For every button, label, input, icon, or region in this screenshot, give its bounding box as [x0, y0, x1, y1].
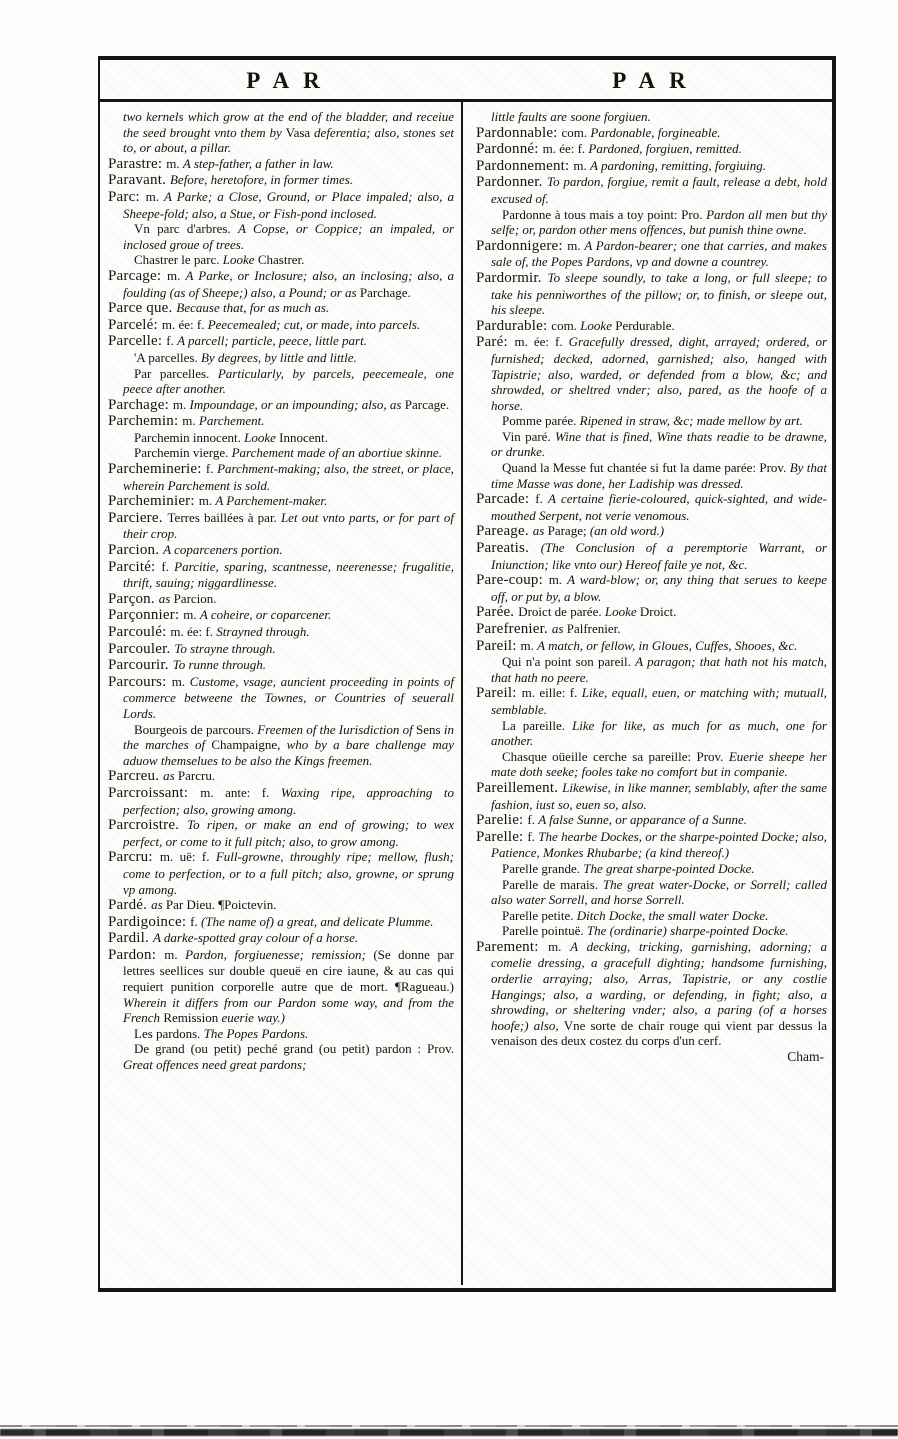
text-segment: deferentia; also, stones set to, or about, a pillar. — [123, 124, 454, 156]
dictionary-entry — [108, 413, 454, 430]
text-segment: Wherein it differs from our Pardon some way, and from the French — [123, 994, 454, 1026]
text-segment: Vn parc d'arbres. — [134, 221, 238, 237]
text-segment: as — [551, 621, 567, 636]
text-segment: m. — [198, 493, 216, 509]
text-segment: A decking, tricking, garnishing, adorning; a comelie dressing, a gracefull dighting; handsome furnishing, orderlie arraying; also, Arras, Tapistrie, or any costlie Hangings; also, a warding, or defending, in fight; also, a shrowding, or sheltering vnder; also, a paring (of a horses hoofe;) also, — [491, 938, 827, 1033]
text-segment: A ward-blow; or, any thing that serues to keepe off, or put by, a blow. — [491, 572, 827, 604]
text-segment: Qui n'a point son pareil. — [502, 654, 636, 670]
headword: Pare-coup: — [476, 572, 549, 589]
text-segment: as — [532, 523, 548, 539]
headword: Parcroissant: — [108, 784, 201, 801]
text-segment: Pardoned, forgiuen, remitted. — [588, 141, 742, 157]
headword: Pardil. — [108, 930, 153, 947]
dictionary-entry — [108, 300, 454, 317]
dictionary-subentry — [108, 252, 454, 268]
text-segment: The great water-Docke, or Sorrell; called also water Sorrell, and horse Sorrell. — [491, 876, 827, 908]
text-segment: Parchement made of an abortiue skinne. — [231, 445, 442, 461]
text-segment: m. ée: f. — [514, 334, 569, 350]
text-segment: Palfrenier. — [566, 621, 621, 636]
catchword — [476, 1049, 827, 1065]
dictionary-entry — [108, 674, 454, 722]
headword: Pardurable: — [476, 317, 552, 334]
text-segment: Ditch Docke, the small water Docke. — [576, 907, 769, 923]
text-segment: Pardon all men but thy selfe; or, pardon other mens offences, but punish thine owne. — [491, 206, 827, 238]
headword: Pardonnement: — [476, 157, 574, 174]
text-segment: m. ée: f. — [161, 316, 208, 332]
dictionary-subentry — [476, 207, 827, 238]
headword: Parelie: — [476, 812, 528, 829]
scan-edge-artifact — [0, 1425, 898, 1439]
text-segment: m. — [548, 572, 568, 588]
running-head — [100, 60, 832, 102]
text-segment: Full-growne, throughly ripe; mellow, flush; come to perfection, or to a full pitch; also, growne, or sprung vp among. — [123, 849, 455, 897]
headword: Parcreu. — [108, 768, 164, 785]
headword: Parcours: — [108, 673, 172, 690]
text-segment: A Parke; a Close, Ground, or Place impaled; also, a Sheepe-fold; also, a Stue, or Fish-pond inclosed. — [123, 188, 454, 221]
headword: Pardormir. — [476, 269, 548, 286]
text-segment: m. — [548, 938, 571, 954]
text-segment: f. — [205, 461, 218, 477]
headword: Parcoulé: — [108, 624, 171, 640]
dictionary-entry — [476, 685, 827, 717]
headword: Pareatis. — [476, 540, 541, 557]
dictionary-entry — [476, 780, 827, 812]
text-segment: A Pardon-bearer; one that carries, and makes sale of, the Popes Pardons, vp and downe a countrey. — [491, 237, 827, 270]
text-segment: A Parke, or Inclosure; also, an inclosing; also, a foulding (as of Sheepe;) also, a Pound; or as — [123, 267, 454, 300]
text-segment: Champaigne — [211, 737, 278, 753]
dictionary-entry — [476, 572, 827, 604]
text-segment: Freemen of the Iurisdiction of — [257, 721, 417, 737]
text-segment: Looke — [222, 252, 258, 268]
text-segment: Quand la Messe fut chantée si fut la dame parée: Prov. — [502, 460, 790, 476]
text-segment: f. — [190, 913, 202, 929]
dictionary-subentry — [108, 430, 454, 446]
text-segment: Perdurable. — [615, 317, 675, 333]
dictionary-entry — [108, 897, 454, 914]
dictionary-entry — [108, 333, 454, 350]
text-segment: Particularly, by parcels, peecemeale, one peece after another. — [123, 365, 454, 397]
text-segment: f. — [161, 558, 175, 574]
headword: Parcouler. — [108, 640, 175, 657]
text-segment: f. — [527, 828, 539, 844]
dictionary-subentry — [476, 877, 827, 908]
text-segment: Looke — [580, 317, 616, 333]
text-segment: Parchemin innocent. — [134, 429, 245, 445]
text-segment: Pardon, forgiuenesse; remission; — [185, 946, 374, 962]
text-segment: Remission — [163, 1010, 222, 1026]
headword: Parcru: — [108, 849, 160, 866]
text-segment: Parcage. — [404, 396, 450, 412]
headword: Parcourir. — [108, 657, 173, 674]
headword: Pardé. — [108, 897, 152, 914]
dictionary-subentry — [476, 861, 827, 877]
text-segment: A false Sunne, or apparance of a Sunne. — [538, 812, 748, 828]
dictionary-entry — [108, 591, 454, 608]
dictionary-entry — [108, 849, 454, 897]
text-segment: The Popes Pardons. — [203, 1025, 309, 1041]
text-segment: The hearbe Dockes, or the sharpe-pointed Docke; also, Patience, Monkes Rhubarbe; (a kind thereof.) — [491, 828, 827, 861]
text-segment: m. — [182, 413, 199, 429]
text-segment: as — [163, 768, 178, 784]
headword: Parcheminier: — [108, 493, 199, 510]
text-segment: The (ordinarie) sharpe-pointed Docke. — [586, 923, 789, 939]
text-segment: Impoundage, or an impounding; also, as — [189, 396, 405, 412]
text-segment: A certaine fierie-coloured, quick-sighted, and wide-mouthed Serpent, not verie venomous. — [491, 491, 827, 523]
text-segment: (an old word.) — [589, 523, 665, 539]
dictionary-entry — [476, 638, 827, 655]
headword: Pardonné: — [476, 141, 543, 158]
headword: Parefrenier. — [476, 621, 552, 637]
headword: Parc: — [108, 188, 146, 205]
text-segment: Ripened in straw, &c; made mellow by art. — [579, 413, 803, 429]
dictionary-entry — [108, 947, 454, 1026]
text-segment: Waxing ripe, approaching to perfection; also, growing among. — [123, 784, 454, 817]
text-segment: m. — [171, 673, 190, 689]
text-segment: Par parcelles. — [134, 365, 218, 381]
dictionary-entry — [476, 604, 827, 621]
dictionary-subentry — [476, 413, 827, 429]
text-segment: in the marches of — [123, 721, 454, 753]
text-segment: m. — [145, 188, 165, 204]
text-segment: Droict. — [639, 604, 677, 620]
dictionary-entry — [108, 607, 454, 624]
headword: Paré: — [476, 334, 515, 351]
text-segment: Pardonable, forgineable. — [590, 124, 721, 140]
dictionary-entry — [476, 318, 827, 335]
text-segment: Sens — [416, 721, 441, 737]
text-segment: Strayned through. — [216, 624, 310, 639]
headword: Parcade: — [476, 491, 536, 508]
text-segment: Like for like, as much for as much, one for another. — [491, 717, 827, 749]
text-segment: A paragon; that hath not his match, that hath no peere. — [491, 654, 827, 685]
text-segment: A match, or fellow, in Gloues, Cuffes, Shooes, &c. — [537, 637, 798, 653]
dictionary-entry — [108, 624, 454, 641]
dictionary-subentry — [108, 445, 454, 461]
text-segment: com. — [551, 317, 581, 333]
text-segment: Great offences need great pardons; — [123, 1057, 307, 1073]
text-segment: Euerie sheepe her mate doth seeke; fooles take no comfort but in companie. — [491, 748, 827, 780]
text-segment: f. — [166, 333, 178, 349]
headword: Parcion. — [108, 542, 164, 559]
text-segment: two kernels which grow at the end of the bladder, and receiue the seed brought vnto them by — [123, 109, 454, 140]
text-segment: A Parchement-maker. — [215, 493, 328, 509]
text-segment: To ripen, or make an end of growing; to wex perfect, or come to it full pitch; also, to grow among. — [123, 817, 455, 849]
text-segment: Chastrer le parc. — [134, 252, 223, 268]
text-segment: Like, equall, euen, or matching with; mutuall, semblable. — [491, 685, 827, 717]
headword: Parement: — [476, 938, 549, 955]
text-segment: Custome, vsage, auncient proceeding in points of commerce betweene the Townes, or Countries of seuerall Lords. — [123, 673, 454, 721]
dictionary-subentry — [108, 722, 454, 769]
text-segment: A parcell; particle, peece, little part. — [177, 333, 367, 349]
text-segment: m. — [172, 396, 190, 412]
dictionary-subentry — [476, 908, 827, 924]
text-segment: Innocent. — [279, 429, 328, 445]
text-segment: m. ante: f. — [200, 784, 281, 800]
text-segment: m. — [520, 637, 538, 653]
text-segment: euerie way.) — [221, 1010, 286, 1026]
dictionary-entry — [108, 189, 454, 221]
text-segment: Parcitie, sparing, scantnesse, neerenesse; frugalitie, thrift, sauing; niggardlinesse. — [123, 558, 454, 591]
text-segment: Vasa — [285, 124, 311, 140]
text-segment: Parchage. — [359, 284, 411, 300]
headword: Parcelé: — [108, 316, 162, 333]
text-segment: By degrees, by little and little. — [200, 349, 357, 365]
text-segment: m. — [573, 157, 590, 173]
text-segment: , who by a bare challenge may aduow themselues to be also the Kings freemen. — [123, 737, 454, 768]
text-segment: Before, heretofore, in former times. — [169, 172, 354, 188]
dictionary-entry — [108, 268, 454, 300]
column-left — [100, 102, 463, 1285]
text-segment: little faults are soone forgiuen. — [491, 109, 651, 124]
text-segment: Because that, for as much as. — [176, 300, 330, 316]
dictionary-entry — [108, 510, 454, 542]
headword: Parçonnier: — [108, 607, 184, 624]
text-segment: Terres baillées à par. — [167, 509, 281, 525]
dictionary-entry — [108, 397, 454, 414]
text-segment: Parcru. — [177, 768, 216, 784]
dictionary-entry — [476, 174, 827, 206]
text-segment: Parelle grande. — [502, 860, 584, 876]
headword: Parçon. — [108, 590, 159, 607]
text-segment: m. ée: f. — [170, 624, 217, 639]
text-segment: m. eille: f. — [521, 685, 582, 701]
dictionary-subentry — [108, 221, 454, 252]
text-segment: (The name of) a great, and delicate Plumme. — [201, 913, 434, 929]
headword: Parastre: — [108, 155, 167, 172]
dictionary-subentry — [476, 718, 827, 749]
text-segment: Vne sorte de chair rouge qui vient par dessus la venaison des deux costez du corps d'un cerf. — [491, 1017, 827, 1049]
text-segment: Droict de parée. — [518, 604, 605, 620]
dictionary-entry — [108, 768, 454, 785]
text-columns — [100, 102, 832, 1285]
dictionary-entry — [108, 657, 454, 674]
text-segment: f. — [527, 812, 539, 828]
headword: Parcheminerie: — [108, 461, 206, 478]
text-segment: Let out vnto parts, or for part of their crop. — [123, 509, 454, 542]
text-segment: Vin paré. — [502, 428, 556, 444]
dictionary-entry — [476, 238, 827, 270]
dictionary-entry — [476, 523, 827, 540]
headword: Pareage. — [476, 523, 533, 540]
text-segment: To runne through. — [172, 657, 266, 673]
dictionary-entry — [108, 785, 454, 817]
dictionary-entry — [108, 641, 454, 658]
dictionary-subentry — [108, 1026, 454, 1042]
text-segment: Pomme parée. — [502, 413, 580, 429]
dictionary-entry — [108, 542, 454, 559]
text-segment: Parelle de marais. — [502, 876, 603, 892]
text-segment: A step-father, a father in law. — [182, 155, 334, 171]
headword: Pardon: — [108, 946, 165, 963]
text-segment: By that time Masse was done, her Ladiship was dressed. — [491, 460, 827, 491]
text-segment: Chastrer. — [257, 252, 305, 268]
text-segment: m. ée: f. — [542, 141, 589, 157]
text-segment: Looke — [604, 604, 640, 620]
text-segment: Gracefully dressed, dight, arrayed; ordered, or furnished; decked, adorned, garnished; also, hanged with Tapistrie; also, warded, or defended from a blow, &c; and shrowded, or sheltred vnder; also, pared, as the hoofe of a horse. — [491, 334, 828, 413]
text-segment: To sleepe soundly, to take a long, or full sleepe; to take his penniworthes of the pillow; or, to finish, or sleepe out, his sleepe. — [491, 269, 827, 318]
scan-edge-thick-line — [0, 1429, 898, 1436]
dictionary-subentry — [476, 460, 827, 491]
text-segment: Parchemin vierge. — [134, 445, 232, 461]
headword: Paravant. — [108, 172, 170, 189]
scan-edge-thin-line — [0, 1425, 898, 1427]
dictionary-entry — [108, 172, 454, 189]
entry-continuation — [108, 109, 454, 156]
text-segment: Parelle petite. — [502, 907, 577, 923]
text-segment: La pareille. — [502, 717, 573, 733]
dictionary-entry — [476, 812, 827, 829]
text-segment: m. — [166, 155, 183, 171]
running-head-left: PAR — [246, 68, 334, 93]
headword: Parce que. — [108, 300, 177, 317]
dictionary-subentry — [108, 350, 454, 366]
text-segment: Cham- — [787, 1049, 824, 1065]
entry-continuation — [476, 109, 827, 125]
dictionary-entry — [108, 493, 454, 510]
headword: Pareil: — [476, 637, 521, 654]
dictionary-entry — [476, 540, 827, 572]
text-segment: To strayne through. — [174, 640, 276, 656]
dictionary-entry — [108, 461, 454, 493]
dictionary-subentry — [476, 654, 827, 685]
text-segment: m. uë: f. — [159, 849, 216, 865]
dictionary-entry — [108, 559, 454, 591]
column-right — [463, 102, 832, 1285]
text-segment: Pardonne à tous mais a toy point: Pro. — [502, 206, 707, 222]
dictionary-entry — [476, 829, 827, 861]
dictionary-entry — [108, 317, 454, 334]
headword: Parciere. — [108, 509, 168, 526]
dictionary-entry — [476, 621, 827, 638]
text-segment: 'A parcelles. — [134, 349, 201, 365]
headword: Parcité: — [108, 558, 162, 575]
text-segment: Looke — [244, 429, 280, 445]
text-segment: m. — [167, 267, 186, 283]
headword: Pardigoince: — [108, 913, 191, 930]
dictionary-entry — [108, 156, 454, 173]
text-segment: m. — [183, 607, 200, 623]
headword: Parée. — [476, 604, 519, 621]
text-segment: (The Conclusion of a peremptorie Warrant, or Iniunction; like vnto our) Hereof faile ye not, &c. — [491, 540, 827, 572]
text-segment: A coparceners portion. — [163, 542, 283, 558]
dictionary-subentry — [108, 1041, 454, 1072]
dictionary-entry — [476, 270, 827, 318]
text-segment: To pardon, forgiue, remit a fault, release a debt, hold excused of. — [491, 174, 827, 206]
headword: Pareillement. — [476, 779, 563, 796]
text-segment: (Se donne par lettres seellices sur double queuë en cire iaune, & au cas qui requiert punition corporelle autre que de mort. ¶Ragueau.) — [123, 946, 455, 995]
text-segment: Les pardons. — [134, 1025, 204, 1041]
dictionary-entry — [108, 817, 454, 849]
running-head-right: PAR — [612, 68, 700, 93]
text-segment: f. — [535, 491, 549, 507]
text-segment: m. — [567, 237, 585, 253]
dictionary-entry — [476, 491, 827, 523]
headword: Parcroistre. — [108, 817, 188, 834]
dictionary-entry — [476, 939, 827, 1049]
page-frame — [98, 56, 836, 1292]
headword: Pardonnigere: — [476, 237, 568, 254]
text-segment: A Copse, or Coppice; an impaled, or inclosed groue of trees. — [123, 221, 454, 252]
text-segment: as — [158, 590, 174, 606]
dictionary-subentry — [108, 366, 454, 397]
dictionary-entry — [476, 141, 827, 158]
text-segment: Peecemealed; cut, or made, into parcels. — [207, 316, 421, 332]
text-segment: Parage; — [547, 523, 590, 539]
text-segment: The great sharpe-pointed Docke. — [583, 860, 755, 876]
text-segment: A darke-spotted gray colour of a horse. — [152, 930, 359, 946]
dictionary-subentry — [476, 923, 827, 939]
headword: Pareil: — [476, 685, 522, 702]
text-segment: Parchment-making; also, the street, or place, wherein Parchement is sold. — [123, 461, 454, 493]
headword: Parelle: — [476, 828, 528, 845]
text-segment: Chasque oüeille cerche sa pareille: Prov. — [502, 748, 729, 764]
dictionary-entry — [476, 125, 827, 142]
headword: Parchemin: — [108, 413, 183, 430]
headword: Pardonnable: — [476, 124, 562, 141]
text-segment: Parcion. — [173, 590, 217, 606]
text-segment: A coheire, or coparcener. — [199, 607, 332, 623]
dictionary-entry — [476, 334, 827, 413]
dictionary-entry — [108, 930, 454, 947]
headword: Parcage: — [108, 267, 168, 284]
text-segment: m. — [164, 946, 186, 962]
text-segment: as — [151, 897, 166, 913]
text-segment: Parelle pointuë. — [502, 923, 587, 939]
text-segment: Parchement. — [198, 413, 265, 429]
text-segment: Bourgeois de parcours. — [134, 721, 258, 737]
text-segment: Likewise, in like manner, semblably, after the same fashion, iust so, euen so, also. — [491, 779, 827, 812]
headword: Parchage: — [108, 396, 173, 413]
text-segment: Wine that is fined, Wine thats readie to be drawne, or drunke. — [491, 428, 827, 460]
text-segment: Par Dieu. ¶Poictevin. — [165, 897, 277, 913]
dictionary-subentry — [476, 749, 827, 780]
dictionary-entry — [476, 158, 827, 175]
text-segment: De grand (ou petit) peché grand (ou petit) pardon : Prov. — [134, 1041, 454, 1057]
headword: Pardonner. — [476, 174, 548, 191]
text-segment: A pardoning, remitting, forgiuing. — [590, 157, 766, 173]
text-segment: com. — [561, 124, 591, 140]
dictionary-subentry — [476, 429, 827, 460]
dictionary-entry — [108, 914, 454, 931]
headword: Parcelle: — [108, 333, 167, 350]
